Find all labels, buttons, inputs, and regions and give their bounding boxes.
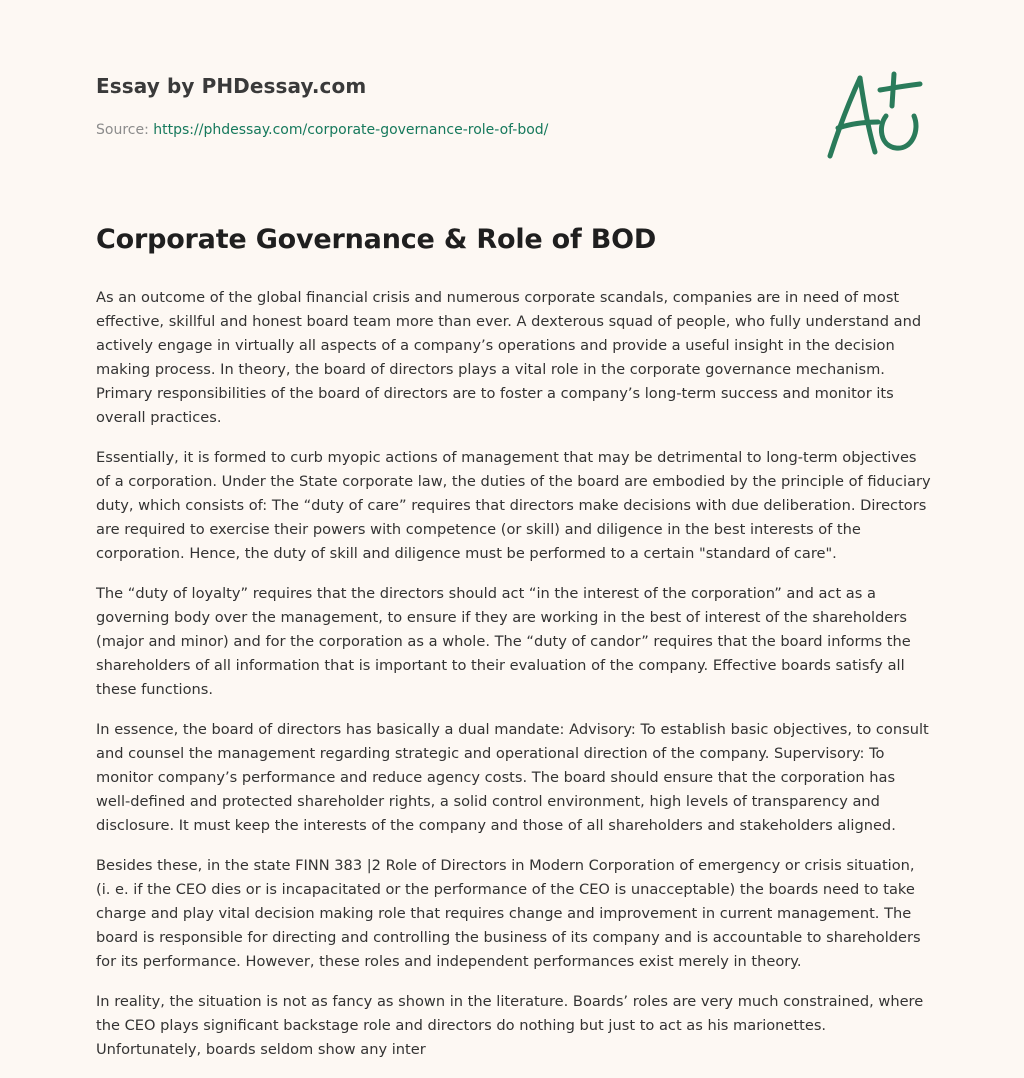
essay-paragraph: The “duty of loyalty” requires that the directors should act “in the interest of the corporation” and act as a governing body over the management, to ensure if they are working in the best of interest of the shareholders (major and minor) and for the corporation as a whole. The “duty of candor” requires that the board informs the shareholders of all information that is important to their evaluation of the company. Effective boards satisfy all these functions. [96, 585, 911, 698]
source-label: Source: [96, 122, 149, 138]
source-line [96, 122, 696, 138]
essay-paragraph: In reality, the situation is not as fancy as shown in the literature. Boards’ roles are very much constrained, where the CEO plays significant backstage role and directors do nothing but just to act as his marionettes. Unfortunately, boards seldom show any inter [96, 993, 924, 1058]
essay-paragraph: In essence, the board of directors has basically a dual mandate: Advisory: To establish basic objectives, to consult and counsel the management regarding strategic and operational direction of the company. Supervisory: To monitor company’s performance and reduce agency costs. The board should ensure that the corporation has well-defined and protected shareholder rights, a solid control environment, high levels of transparency and disclosure. It must keep the interests of the company and those of all shareholders and stakeholders aligned. [96, 721, 929, 834]
site-title: Essay by PHDessay.com [96, 74, 367, 98]
essay-paragraph: Besides these, in the state FINN 383 |2 Role of Directors in Modern Corporation of emergency or crisis situation, (i. e. if the CEO dies or is incapacitated or the performance of the CEO is unacceptable) the boards need to take charge and play vital decision making role that requires change and improvement in current management. The board is responsible for directing and controlling the business of its company and is accountable to shareholders for its performance. However, these roles and independent performances exist merely in theory. [96, 857, 921, 970]
essay-paragraph: As an outcome of the global financial crisis and numerous corporate scandals, companies are in need of most effective, skillful and honest board team more than ever. A dexterous squad of people, who fully understand and actively engage in virtually all aspects of a company’s operations and provide a useful insight in the decision making process. In theory, the board of directors plays a vital role in the corporate governance mechanism. Primary responsibilities of the board of directors are to foster a company’s long-term success and monitor its overall practices. [96, 289, 922, 426]
essay-title: Corporate Governance & Role of BOD [96, 224, 657, 255]
essay-paragraph: Essentially, it is formed to curb myopic actions of management that may be detrimental to long-term objectives of a corporation. Under the State corporate law, the duties of the board are embodied by the principle of fiduciary duty, which consists of: The “duty of care” requires that directors make decisions with due deliberation. Directors are required to exercise their powers with competence (or skill) and diligence in the best interests of the corporation. Hence, the duty of skill and diligence must be performed to a certain "standard of care". [96, 449, 931, 562]
essay-header [96, 74, 696, 138]
source-link[interactable]: https://phdessay.com/corporate-governance-role-of-bod/ [153, 122, 549, 138]
a-plus-logo-icon [820, 66, 930, 166]
essay-body [96, 286, 932, 1078]
